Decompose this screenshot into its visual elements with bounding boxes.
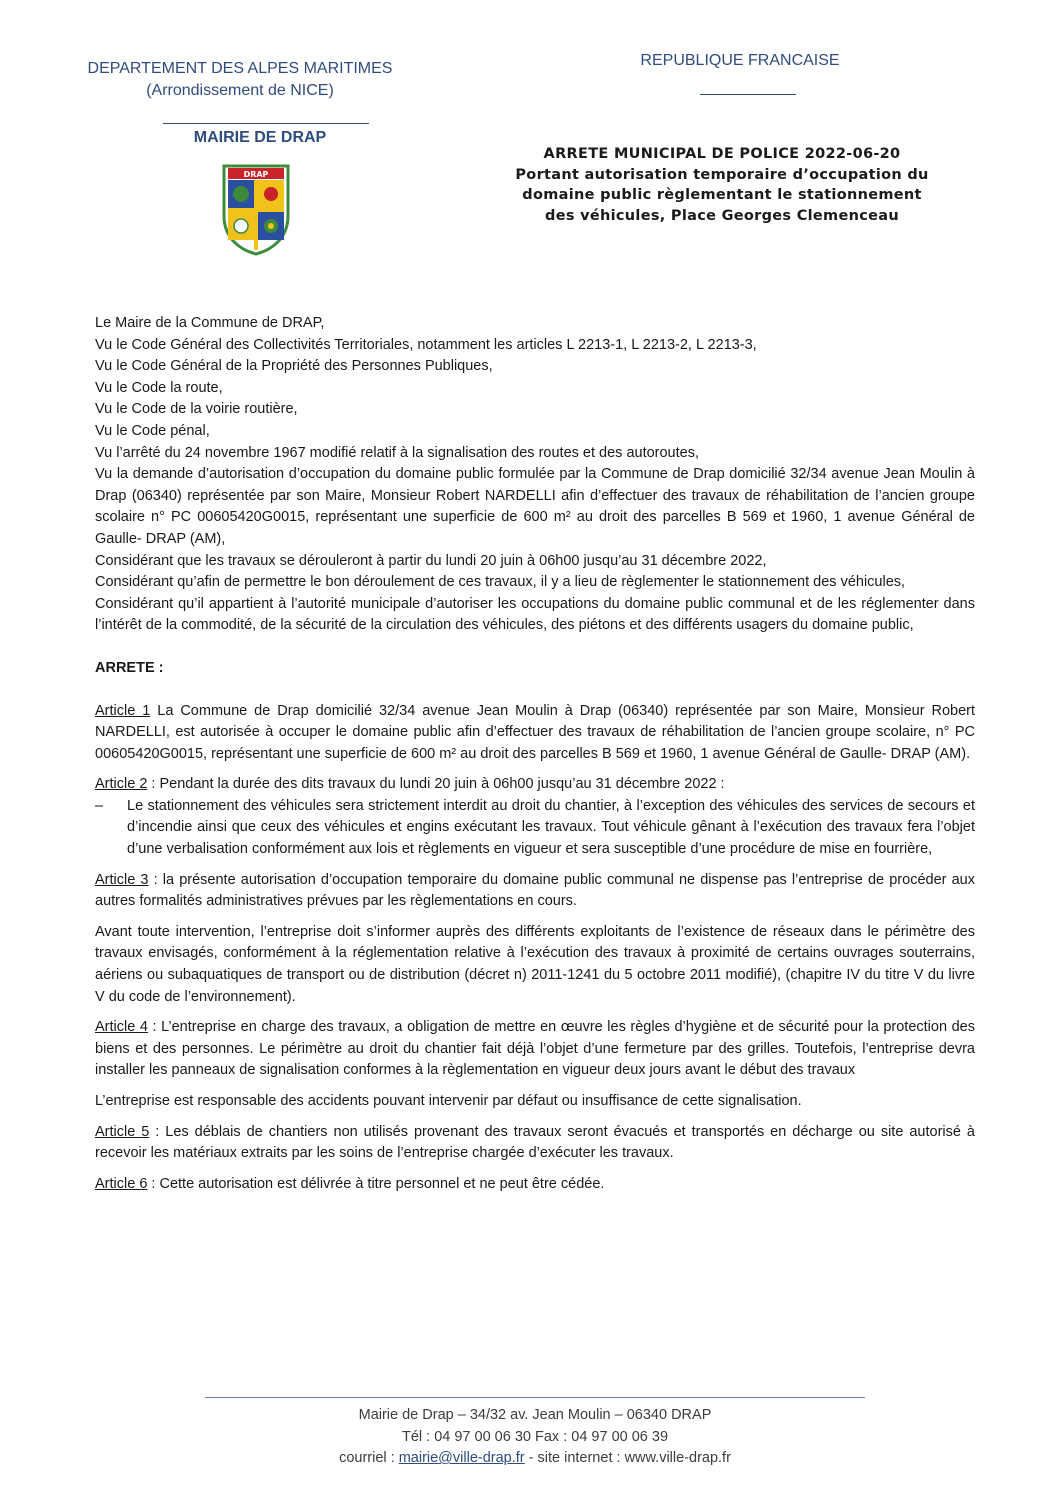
arrete-label: ARRETE : — [95, 659, 164, 676]
department-header — [60, 58, 420, 102]
article-1-text: La Commune de Drap domicilié 32/34 avenue Jean Moulin à Drap (06340) représentée par son Maire, Monsieur Robert NARDELLI, est autorisée à occuper le domaine public afin d’effectuer des travaux de réhabilitation de l’ancien groupe scolaire, n° PC 00605420G0015, représentant une superficie de 600 m² au droit des parcelles B 569 et 1960, 1 avenue Général de Gaulle- DRAP (AM). — [95, 702, 976, 762]
article-3-label: Article 3 — [95, 871, 149, 888]
preamble-line: Considérant qu’il appartient à l’autorité municipale d’autoriser les occupations du domaine public communal et de les réglementer dans l’intérêt de la commodité, de la sécurité de la circulation des véhicules, des piétons et des différents usagers du domaine public, — [95, 595, 975, 634]
mairie-title: MAIRIE DE DRAP — [193, 129, 327, 146]
decree-number: ARRETE MUNICIPAL DE POLICE 2022-06-20 — [543, 146, 901, 162]
preamble-line: Vu le Code la route, — [95, 379, 223, 396]
decree-body — [95, 313, 975, 1195]
article-6 — [95, 1174, 975, 1196]
decree-subtitle-2: domaine public règlementant le stationnement — [522, 187, 922, 203]
footer-address: Mairie de Drap – 34/32 av. Jean Moulin – 06340 DRAP — [358, 1407, 712, 1423]
article-2-label: Article 2 — [95, 776, 148, 793]
preamble-line: Considérant qu’afin de permettre le bon déroulement de ces travaux, il y a lieu de règlementer le stationnement des véhicules, — [95, 574, 906, 591]
article-4-text: : L’entreprise en charge des travaux, a obligation de mettre en œuvre les règles d’hygiène et de sécurité pour la protection des biens et des personnes. Le périmètre au droit du chantier fait déjà l’objet d’une fermeture par des grilles. Toutefois, l’entreprise devra installer les panneaux de signalisation conformes à la règlementation en vigueur deux jours avant le début des travaux — [95, 1019, 975, 1079]
header-divider-right — [700, 94, 796, 95]
preamble-line: Le Maire de la Commune de DRAP, — [95, 315, 325, 331]
preamble-line: Considérant que les travaux se dérouleront à partir du lundi 20 juin à 06h00 jusqu’au 31 décembre 2022, — [95, 552, 767, 569]
arrondissement: (Arrondissement de NICE) — [146, 82, 334, 99]
header-divider-left — [163, 123, 369, 124]
article-5-text: : Les déblais de chantiers non utilisés provenant des travaux seront évacués et transportés en décharge ou site autorisé à recevoir les matériaux extraits par les soins de l’entreprise chargée d’exécuter les travaux. — [95, 1123, 975, 1162]
footer — [235, 1405, 835, 1470]
footer-contact — [235, 1448, 835, 1470]
preamble-line: Vu l’arrêté du 24 novembre 1967 modifié relatif à la signalisation des routes et des autoroutes, — [95, 444, 699, 461]
article-4 — [95, 1017, 975, 1082]
article-1 — [95, 701, 975, 766]
preamble-line: Vu le Code de la voirie routière, — [95, 401, 298, 418]
dash-bullet: – — [95, 797, 104, 814]
preamble-line: Vu le Code Général de la Propriété des Personnes Publiques, — [95, 358, 493, 375]
crest-icon — [220, 160, 292, 256]
republic-label: REPUBLIQUE FRANCAISE — [640, 52, 840, 69]
crest-label: DRAP — [243, 170, 269, 179]
article-1-label: Article 1 — [95, 702, 151, 719]
department-name: DEPARTEMENT DES ALPES MARITIMES — [87, 60, 393, 77]
site-prefix: - site internet : — [524, 1450, 625, 1466]
article-3-paragraph: Avant toute intervention, l’entreprise doit s’informer auprès des différents exploitants de l’existence de réseaux dans le périmètre des travaux envisagés, conformément à la réglementation relative à l’exécution des travaux à proximité de certains ouvrages souterrains, aériens ou subaquatiques de transport ou de distribution (décret n) 2011-1241 du 5 octobre 2011 modifié), (chapitre IV du titre V du livre V du code de l’environnement). — [95, 923, 975, 1005]
preamble-line: Vu le Code pénal, — [95, 422, 210, 439]
article-6-label: Article 6 — [95, 1175, 148, 1192]
preamble-line: Vu la demande d’autorisation d’occupation du domaine public formulée par la Commune de Drap domicilié 32/34 avenue Jean Moulin à Drap (06340) représentée par son Maire, Monsieur Robert NARDELLI afin d’effectuer des travaux de réhabilitation de l’ancien groupe scolaire n° PC 00605420G0015, représentant une superficie de 600 m² au droit des parcelles B 569 et 1960, 1 avenue Général de Gaulle- DRAP (AM), — [95, 466, 975, 547]
article-5 — [95, 1122, 975, 1165]
email-link[interactable]: mairie@ville-drap.fr — [398, 1450, 525, 1466]
footer-divider — [205, 1397, 865, 1398]
article-5-label: Article 5 — [95, 1123, 150, 1140]
decree-subtitle-3: des véhicules, Place Georges Clemenceau — [545, 207, 899, 224]
coat-of-arms — [220, 160, 292, 256]
article-4-paragraph: L’entreprise est responsable des accidents pouvant intervenir par défaut ou insuffisance de cette signalisation. — [95, 1093, 802, 1109]
article-2 — [95, 774, 975, 796]
article-6-text: : Cette autorisation est délivrée à titre personnel et ne peut être cédée. — [147, 1175, 605, 1192]
footer-phone: Tél : 04 97 00 06 30 Fax : 04 97 00 06 39 — [401, 1428, 669, 1445]
decree-title — [488, 144, 956, 226]
article-2-item — [95, 796, 975, 861]
article-2-item-text: Le stationnement des véhicules sera strictement interdit au droit du chantier, à l’exception des véhicules des services de secours et d’incendie ainsi que ceux des véhicules et engins exécutant les travaux. Tout véhicule gênant à l’exécution des travaux fera l’objet d’une verbalisation conformément aux lois et règlements en vigueur et sera susceptible d’une procédure de mise en fourrière, — [127, 797, 975, 858]
article-4-label: Article 4 — [95, 1019, 148, 1036]
article-3-text: : la présente autorisation d’occupation temporaire du domaine public communal ne dispense pas l’entreprise de procéder aux autres formalités administratives prévues par les règlementations en cours. — [95, 871, 975, 910]
article-2-text: : Pendant la durée des dits travaux du lundi 20 juin à 06h00 jusqu’au 31 décembre 2022 : — [147, 776, 725, 793]
website-link[interactable]: www.ville-drap.fr — [624, 1450, 731, 1466]
article-3 — [95, 870, 975, 913]
preamble-line: Vu le Code Général des Collectivités Territoriales, notamment les articles L 2213-1, L 2213-2, L 2213-3, — [95, 336, 757, 353]
email-prefix: courriel : — [339, 1450, 399, 1466]
decree-subtitle-1: Portant autorisation temporaire d’occupation du — [515, 166, 929, 183]
